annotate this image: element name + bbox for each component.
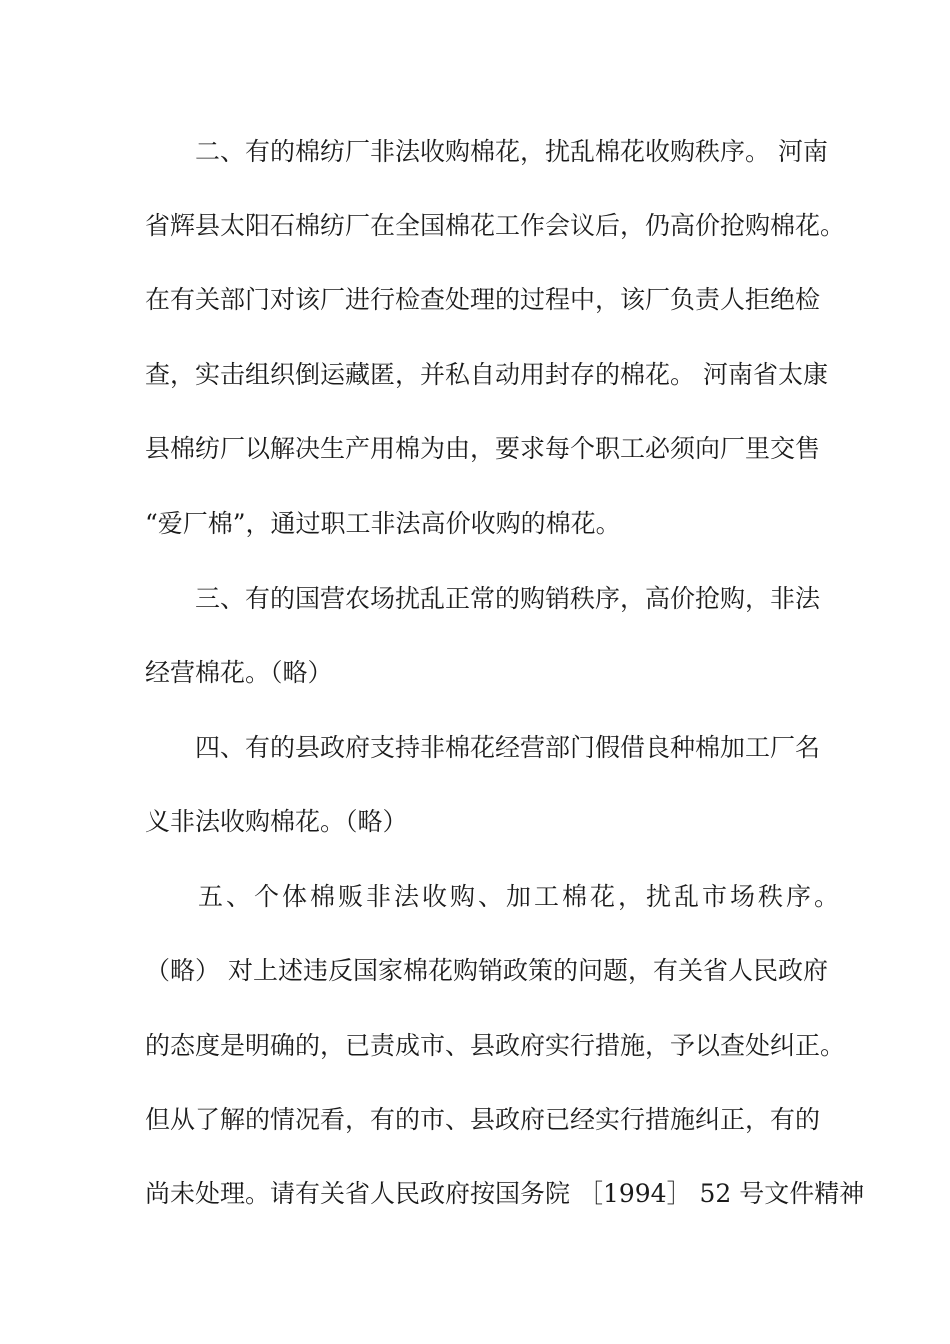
paragraph-text: （略） 对上述违反国家棉花购销政策的问题，有关省人民政府 (145, 956, 828, 985)
paragraph-text: 在有关部门对该厂进行检查处理的过程中，该厂负责人拒绝检 (145, 285, 821, 314)
paragraph-text: 义非法收购棉花。（略） (145, 807, 408, 836)
text-line (0, 951, 950, 991)
paragraph-text: 的态度是明确的，已责成市、县政府实行措施，予以查处纠正。 (145, 1031, 846, 1060)
paragraph-text: 三、有的国营农场扰乱正常的购销秩序，高价抢购，非法 (195, 584, 821, 613)
paragraph-text: 二、有的棉纺厂非法收购棉花，扰乱棉花收购秩序。 河南 (195, 137, 828, 166)
text-line (0, 802, 950, 842)
text-line (0, 579, 950, 619)
text-line (0, 728, 950, 768)
text-line (0, 355, 950, 395)
text-line (0, 280, 950, 320)
text-line (0, 504, 950, 544)
paragraph-text: “爱厂棉”，通过职工非法高价收购的棉花。 (145, 509, 621, 538)
paragraph-text: 省辉县太阳石棉纺厂在全国棉花工作会议后，仍高价抢购棉花。 (145, 211, 846, 240)
text-line (0, 1026, 950, 1066)
paragraph-text: 县棉纺厂以解决生产用棉为由，要求每个职工必须向厂里交售 (145, 434, 821, 463)
text-line (0, 653, 950, 693)
text-line (0, 132, 950, 172)
paragraph-text: 尚未处理。请有关省人民政府按国务院 ［1994］ 52 号文件精神 (145, 1179, 865, 1208)
paragraph-text: 经营棉花。（略） (145, 658, 333, 687)
paragraph-text: 查，实击组织倒运藏匿，并私自动用封存的棉花。 河南省太康 (145, 360, 828, 389)
paragraph-text: 但从了解的情况看，有的市、县政府已经实行措施纠正，有的 (145, 1105, 821, 1134)
text-line (0, 429, 950, 469)
text-line (0, 1174, 950, 1214)
text-line (0, 877, 950, 917)
paragraph-text: 四、有的县政府支持非棉花经营部门假借良种棉加工厂名 (195, 733, 821, 762)
text-line (0, 1100, 950, 1140)
paragraph-text: 五、个体棉贩非法收购、加工棉花，扰乱市场秩序。 (198, 882, 843, 911)
text-line (0, 206, 950, 246)
